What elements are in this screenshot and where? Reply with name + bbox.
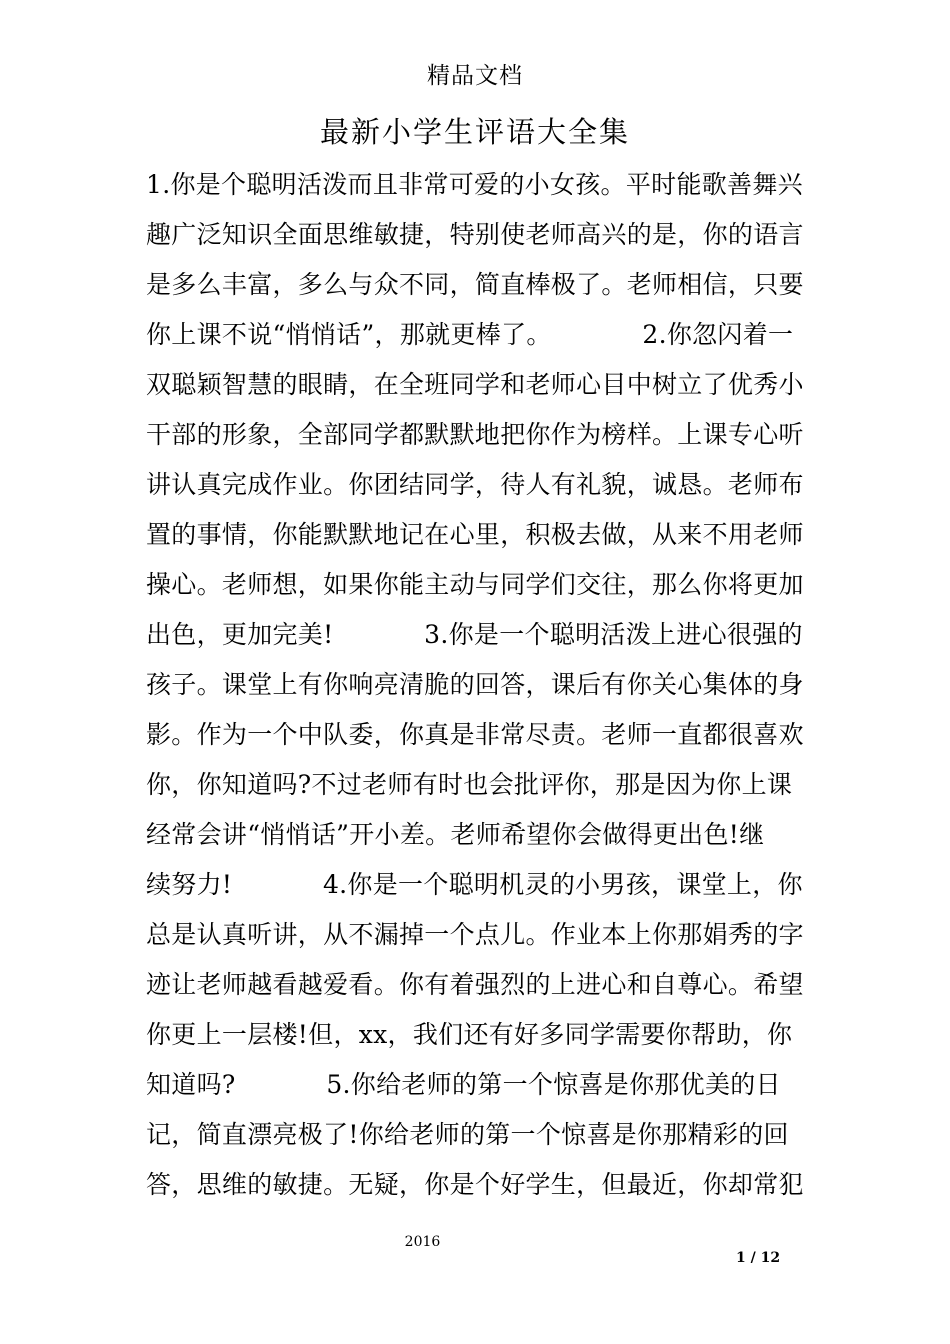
body-line: 置的事情，你能默默地记在心里，积极去做，从来不用老师 — [146, 520, 804, 549]
body-line: 影。作为一个中队委，你真是非常尽责。老师一直都很喜欢 — [146, 720, 804, 749]
body-line: 孩子。课堂上有你响亮清脆的回答，课后有你关心集体的身 — [146, 670, 804, 699]
body-line: 操心。老师想，如果你能主动与同学们交往，那么你将更加 — [146, 570, 804, 599]
body-line: 干部的形象，全部同学都默默地把你作为榜样。上课专心听 — [146, 420, 804, 449]
body-line: 你上课不说“悄悄话”，那就更棒了。 2.你忽闪着一 — [146, 320, 794, 349]
body-line: 是多么丰富，多么与众不同，简直棒极了。老师相信，只要 — [146, 270, 804, 299]
body-line: 你更上一层楼!但，xx，我们还有好多同学需要你帮助，你 — [146, 1020, 793, 1049]
body-line: 1.你是个聪明活泼而且非常可爱的小女孩。平时能歌善舞兴 — [146, 170, 803, 199]
body-line: 双聪颖智慧的眼睛，在全班同学和老师心目中树立了优秀小 — [146, 370, 804, 399]
body-line: 记，简直漂亮极了!你给老师的第一个惊喜是你那精彩的回 — [146, 1120, 789, 1149]
body-line: 趣广泛知识全面思维敏捷，特别使老师高兴的是，你的语言 — [146, 220, 804, 249]
document-title: 最新小学生评语大全集 — [319, 115, 630, 149]
body-line: 出色，更加完美! 3.你是一个聪明活泼上进心很强的 — [146, 620, 803, 649]
page-number: 1 / 12 — [736, 1250, 781, 1266]
document-body — [146, 160, 826, 1210]
body-line: 续努力! 4.你是一个聪明机灵的小男孩，课堂上，你 — [146, 870, 803, 899]
body-line: 知道吗? 5.你给老师的第一个惊喜是你那优美的日 — [146, 1070, 781, 1099]
body-line: 迹让老师越看越爱看。你有着强烈的上进心和自尊心。希望 — [146, 970, 804, 999]
body-line: 总是认真听讲，从不漏掉一个点儿。作业本上你那娟秀的字 — [146, 920, 804, 949]
body-line: 经常会讲“悄悄话”开小差。老师希望你会做得更出色!继 — [146, 820, 765, 849]
body-line: 你，你知道吗?不过老师有时也会批评你，那是因为你上课 — [146, 770, 793, 799]
footer-year: 2016 — [404, 1234, 441, 1250]
body-line: 讲认真完成作业。你团结同学，待人有礼貌，诚恳。老师布 — [146, 470, 804, 499]
body-line: 答，思维的敏捷。无疑，你是个好学生，但最近，你却常犯 — [146, 1170, 804, 1199]
document-header: 精品文档 — [427, 63, 523, 89]
